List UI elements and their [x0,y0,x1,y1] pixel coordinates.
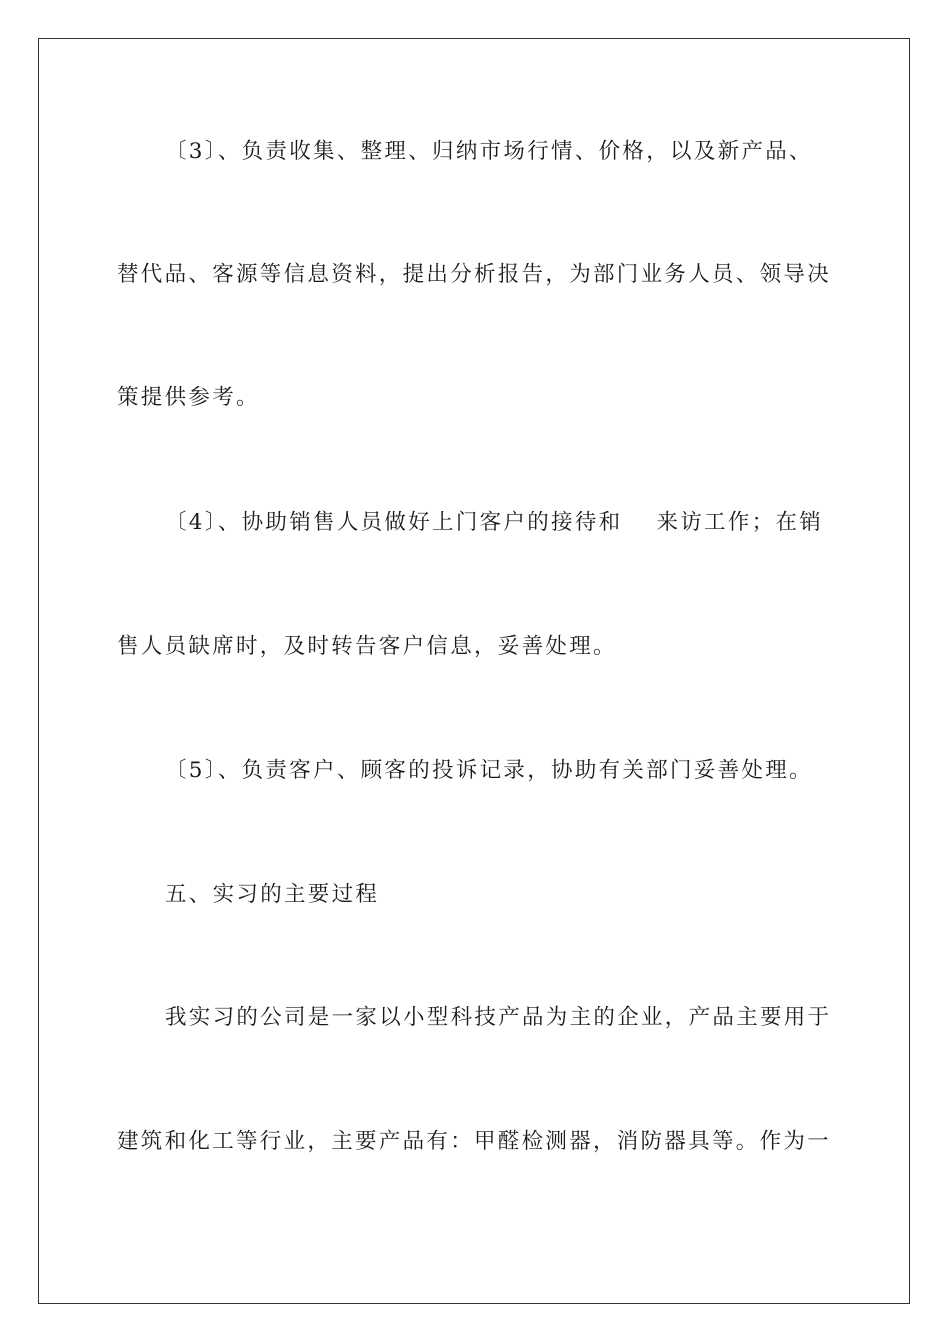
paragraph-3-line-1: 〔3〕、负责收集、整理、归纳市场行情、价格，以及新产品、 [165,139,813,164]
paragraph-3-line-3: 策提供参考。 [117,385,260,410]
paragraph-3-line-2: 替代品、客源等信息资料，提出分析报告，为部门业务人员、领导决 [117,262,832,287]
paragraph-4-line-1 [165,508,823,538]
paragraph-5-line-1: 〔5〕、负责客户、顾客的投诉记录，协助有关部门妥善处理。 [165,758,813,783]
paragraph-6-line-1: 我实习的公司是一家以小型科技产品为主的企业，产品主要用于 [165,1005,832,1030]
paragraph-4-line-2: 售人员缺席时，及时转告客户信息，妥善处理。 [117,634,617,659]
page-border [38,38,910,1304]
section-heading: 五、实习的主要过程 [165,882,380,907]
paragraph-4-line-1-part-a: 〔4〕、协助销售人员做好上门客户的接待和 [165,510,623,535]
paragraph-6-line-2: 建筑和化工等行业，主要产品有：甲醛检测器，消防器具等。作为一 [117,1129,832,1154]
paragraph-4-line-1-part-b: 来访工作；在销 [656,510,824,535]
